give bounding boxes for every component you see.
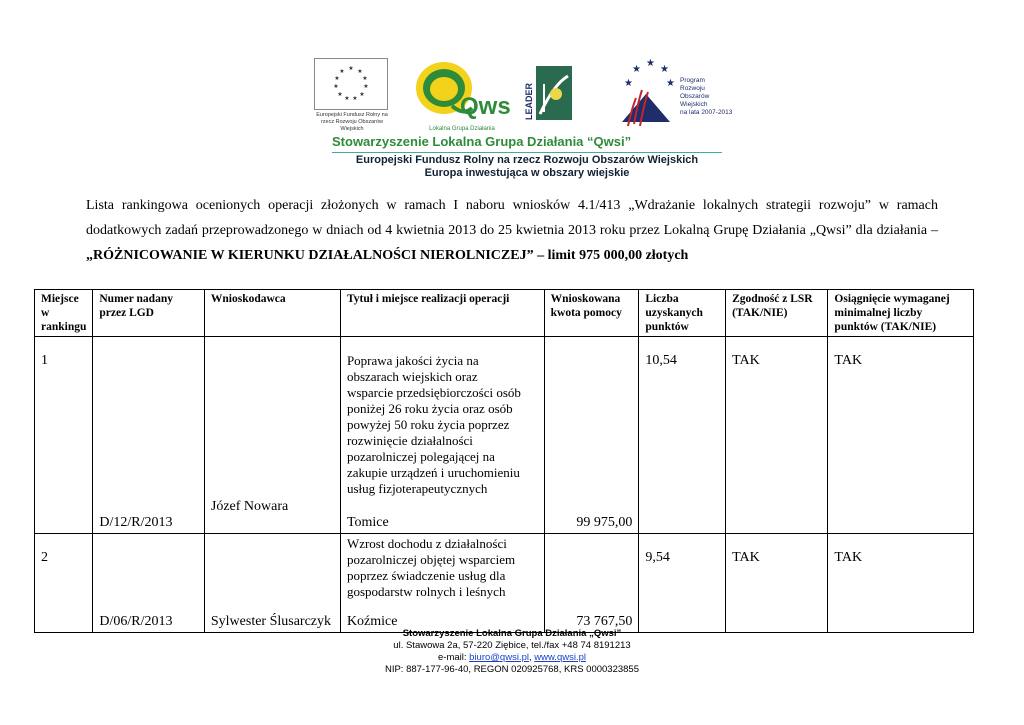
svg-text:★: ★ xyxy=(348,66,354,72)
header-applicant: Wnioskodawca xyxy=(204,290,340,337)
header-amount: Wnioskowana kwota pomocy xyxy=(544,290,639,337)
header-divider xyxy=(332,152,722,153)
header-lsr: Zgodność z LSR (TAK/NIE) xyxy=(726,290,828,337)
svg-text:★: ★ xyxy=(344,96,350,102)
eu-flag-icon xyxy=(314,58,388,110)
header-number: Numer nadany przez LGD xyxy=(93,290,205,337)
min-cell xyxy=(828,337,974,534)
table-header-row xyxy=(35,290,974,337)
eu-caption: Europejski Fundusz Rolny na rzecz Rozwoju Obszarów Wiejskich xyxy=(316,112,388,132)
points-value: 10,54 xyxy=(645,353,677,368)
svg-text:★: ★ xyxy=(352,96,358,102)
letterhead xyxy=(240,40,790,188)
footer-contact xyxy=(0,652,1024,664)
number-value: D/06/R/2013 xyxy=(99,614,173,629)
fund-line-1: Europejski Fundusz Rolny na rzecz Rozwoju Obszarów Wiejskich xyxy=(355,154,699,166)
svg-text:★: ★ xyxy=(333,84,339,90)
applicant-cell xyxy=(204,337,340,534)
amount-cell xyxy=(544,534,639,633)
title-cell xyxy=(340,337,544,534)
number-value: D/12/R/2013 xyxy=(99,515,173,530)
fund-line-2: Europa inwestująca w obszary wiejskie xyxy=(424,167,630,179)
leader-text: LEADER xyxy=(524,82,534,120)
header-points: Liczba uzyskanych punktów xyxy=(639,290,726,337)
lsr-value: TAK xyxy=(732,550,760,565)
rank-value: 1 xyxy=(41,353,48,368)
org-title: Stowarzyszenie Lokalna Grupa Działania “Qwsi” xyxy=(332,134,632,149)
svg-text:★: ★ xyxy=(357,69,363,75)
footer-email-label: e-mail: xyxy=(438,652,470,663)
footer-org: Stowarzyszenie Lokalna Grupa Działania „Qwsi” xyxy=(402,628,622,639)
intro-paragraph xyxy=(86,193,938,268)
rank-cell xyxy=(35,534,93,633)
rank-cell xyxy=(35,337,93,534)
place-value: Koźmice xyxy=(346,614,398,629)
min-value: TAK xyxy=(834,550,863,565)
table-row xyxy=(35,534,974,633)
ranking-table xyxy=(34,289,974,633)
svg-text:★: ★ xyxy=(646,58,655,69)
footer-sep: , xyxy=(528,652,535,663)
prow-line: na lata 2007-2013 xyxy=(680,109,732,116)
min-cell xyxy=(828,534,974,633)
svg-text:★: ★ xyxy=(337,92,343,98)
page-footer xyxy=(0,628,1024,676)
amount-cell xyxy=(544,337,639,534)
svg-text:★: ★ xyxy=(363,84,369,90)
lsr-cell xyxy=(726,337,828,534)
prow-line: Wiejskich xyxy=(680,101,708,108)
svg-text:★: ★ xyxy=(334,76,340,82)
rank-value: 2 xyxy=(41,550,48,565)
points-value: 9,54 xyxy=(645,550,670,565)
footer-ids: NIP: 887-177-96-40, REGON 020925768, KRS 0000323855 xyxy=(384,664,640,675)
svg-text:★: ★ xyxy=(660,64,669,75)
applicant-value: Józef Nowara xyxy=(210,499,289,514)
prow-logo xyxy=(612,52,732,134)
title-value: Wzrost dochodu z działalności pozarolniczej objętej wsparciem poprzez świadczenie usług dla gospodarstw rolnych i leśnych xyxy=(346,536,516,599)
points-cell xyxy=(639,337,726,534)
applicant-cell xyxy=(204,534,340,633)
svg-text:★: ★ xyxy=(359,92,365,98)
prow-line: Rozwoju xyxy=(680,85,705,92)
eu-logo xyxy=(312,58,392,132)
email-link[interactable]: biuro@qwsi.pl xyxy=(469,652,529,663)
website-link[interactable]: www.qwsi.pl xyxy=(534,652,586,663)
prow-line: Obszarów xyxy=(680,93,710,100)
qwsi-logo xyxy=(412,56,512,136)
number-cell xyxy=(93,534,205,633)
qwsi-logo-sub: Lokalna Grupa Działania xyxy=(429,126,495,132)
svg-text:★: ★ xyxy=(362,76,368,82)
svg-text:★: ★ xyxy=(339,69,345,75)
star-icon: ★ xyxy=(632,64,641,75)
amount-value: 99 975,00 xyxy=(576,515,633,530)
prow-line: Program xyxy=(680,77,705,84)
intro-text: Lista rankingowa ocenionych operacji złożonych w ramach I naboru wniosków 4.1/413 „Wdrażanie lokalnych strategii rozwoju” w ramach dodatkowych zadań przeprowadzonego w dniach od 4 kwietnia 2013 do 25 kwietnia 2013 roku przez Lokalną Grupę Działania „Qwsi” dla działania – xyxy=(86,198,938,238)
amount-value: 73 767,50 xyxy=(576,614,633,629)
lsr-cell xyxy=(726,534,828,633)
intro-bold: „RÓŻNICOWANIE W KIERUNKU DZIAŁALNOŚCI NIEROLNICZEJ” – limit 975 000,00 złotych xyxy=(86,248,689,263)
points-cell xyxy=(639,534,726,633)
svg-text:★: ★ xyxy=(666,78,675,89)
header-min: Osiągnięcie wymaganej minimalnej liczby punktów (TAK/NIE) xyxy=(828,290,974,337)
applicant-value: Sylwester Ślusarczyk xyxy=(210,614,332,629)
logo-strip xyxy=(240,40,790,134)
title-value: Poprawa jakości życia na obszarach wiejskich oraz wsparcie przedsiębiorczości osób poniżej 26 roku życia oraz osób powyżej 50 roku życia poprzez rozwinięcie działalności pozarolniczej polegającej na zakupie urządzeń i uruchomieniu usług fizjoterapeutycznych xyxy=(346,353,521,496)
lsr-value: TAK xyxy=(732,353,760,368)
leader-logo xyxy=(522,54,574,134)
table-row xyxy=(35,337,974,534)
min-value: TAK xyxy=(834,353,863,368)
header-title: Tytuł i miejsce realizacji operacji xyxy=(340,290,544,337)
title-cell xyxy=(340,534,544,633)
footer-address: ul. Stawowa 2a, 57-220 Ziębice, tel./fax +48 74 8191213 xyxy=(393,640,631,651)
svg-text:★: ★ xyxy=(624,78,633,89)
qwsi-logo-text: Qwsi xyxy=(460,93,512,120)
place-value: Tomice xyxy=(346,515,389,530)
number-cell xyxy=(93,337,205,534)
header-rank: Miejsce w rankingu xyxy=(35,290,93,337)
